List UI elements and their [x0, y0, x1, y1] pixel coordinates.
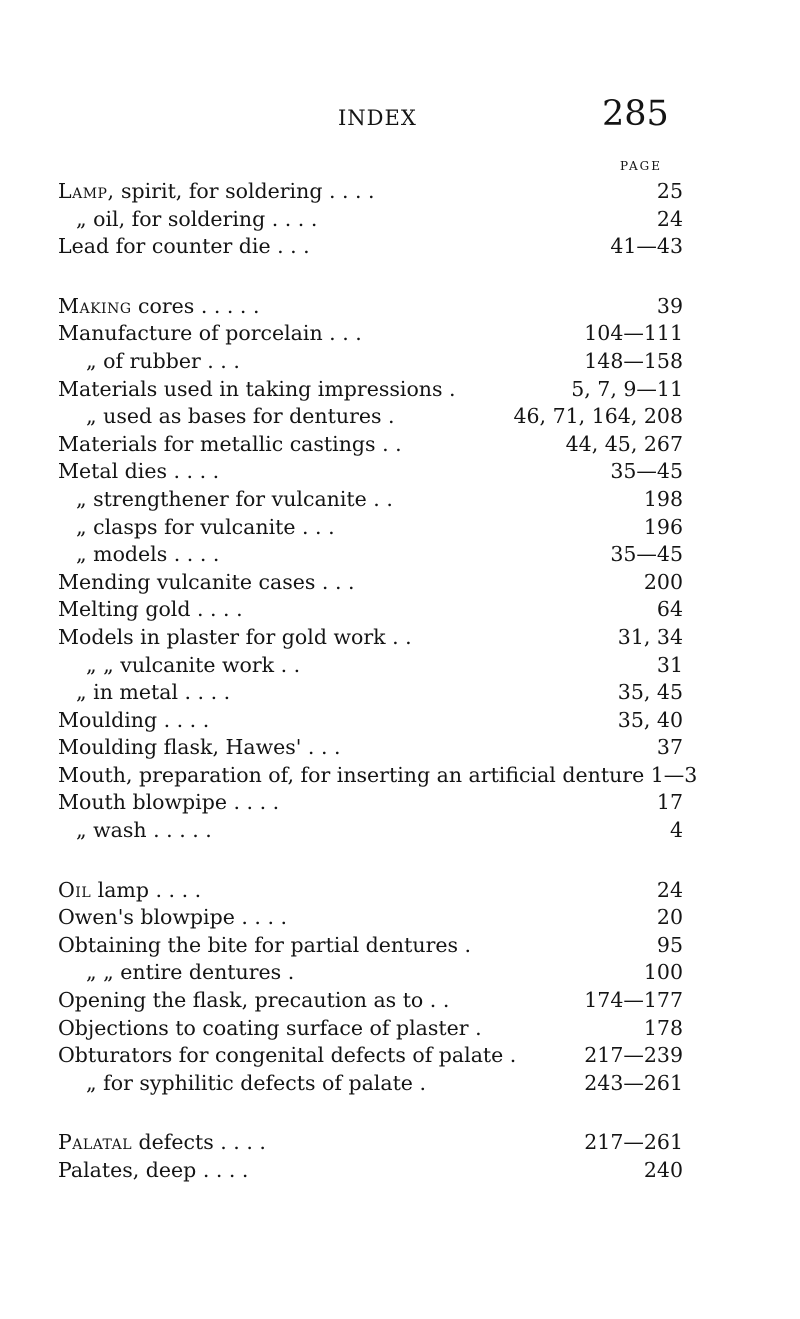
running-title: INDEX [338, 106, 417, 130]
page-reference: 25 [656, 179, 683, 203]
entry-text: Mouth blowpipe . . . . [58, 790, 280, 815]
page-reference: 37 [656, 735, 683, 760]
index-entry [58, 431, 698, 459]
page-reference: 39 [656, 293, 683, 318]
index-entry [58, 789, 698, 817]
page-reference: 200 [643, 569, 683, 594]
entry-text: Owen's blowpipe . . . . [58, 905, 287, 930]
index-entry [58, 569, 698, 597]
index-entry [58, 178, 698, 206]
index-entry [58, 1042, 698, 1070]
entry-text: „ of rubber . . . [86, 348, 240, 373]
entry-text: „ in metal . . . . [76, 680, 231, 705]
page-reference: 44, 45, 267 [565, 431, 683, 456]
index-entry [58, 541, 698, 569]
index-entry [58, 932, 698, 960]
index-entry [58, 403, 698, 431]
entry-text: Mending vulcanite cases . . . [58, 569, 355, 594]
entry-text: „ wash . . . . . [76, 818, 212, 843]
entry-text: Materials for metallic castings . . [58, 431, 402, 456]
entry-text: „ strengthener for vulcanite . . [76, 486, 393, 511]
entry-text: „ models . . . . [76, 542, 220, 567]
index-group [58, 178, 698, 261]
entry-text: „ for syphilitic defects of palate . [86, 1070, 426, 1095]
index-group [58, 293, 698, 845]
page-reference: 35, 45 [617, 680, 683, 705]
index-entry [58, 1157, 698, 1185]
index-entry [58, 1129, 698, 1157]
entry-text: Objections to coating surface of plaster . [58, 1015, 482, 1040]
index-group [58, 1129, 698, 1184]
entry-text: Palatal defects . . . . [58, 1130, 266, 1155]
index-entry [58, 348, 698, 376]
page-reference: 5, 7, 9—11 [571, 376, 683, 401]
entry-text: „ used as bases for dentures . [86, 404, 395, 429]
index-entry [58, 1015, 698, 1043]
index-entry [58, 679, 698, 707]
page-reference: 46, 71, 164, 208 [513, 404, 683, 429]
index-entry [58, 817, 698, 845]
index-entries [58, 178, 698, 1185]
entry-text: Opening the flask, precaution as to . . [58, 988, 450, 1013]
entry-text: Moulding . . . . [58, 707, 210, 732]
index-entry [58, 514, 698, 542]
page-reference: 100 [643, 960, 683, 985]
page-reference: 95 [656, 932, 683, 957]
page-reference: 24 [656, 206, 683, 231]
page-reference: 148—158 [584, 348, 683, 373]
page-reference: 243—261 [584, 1070, 683, 1095]
page-reference: 4 [669, 818, 683, 843]
page-reference: 20 [656, 905, 683, 930]
page-reference: 64 [656, 597, 683, 622]
page-reference: 198 [643, 486, 683, 511]
entry-text: Making cores . . . . . [58, 293, 260, 318]
entry-text: Obturators for congenital defects of palate . [58, 1043, 517, 1068]
entry-text: Models in plaster for gold work . . [58, 624, 412, 649]
entry-text: Obtaining the bite for partial dentures . [58, 932, 472, 957]
page-reference: 174—177 [584, 988, 683, 1013]
index-entry [58, 293, 698, 321]
page-reference: 35—45 [610, 542, 683, 567]
entry-text: Moulding flask, Hawes' . . . [58, 735, 341, 760]
entry-text: „ clasps for vulcanite . . . [76, 514, 335, 539]
page-reference: 17 [656, 790, 683, 815]
page-number: 285 [602, 94, 669, 134]
index-entry [58, 707, 698, 735]
index-entry [58, 376, 698, 404]
page-reference: 41—43 [610, 234, 683, 259]
entry-text: „ „ entire dentures . [86, 960, 295, 985]
page-reference: 240 [643, 1158, 683, 1182]
page-reference: 196 [643, 514, 683, 539]
index-entry [58, 987, 698, 1015]
entry-text: Materials used in taking impressions . [58, 376, 456, 401]
entry-text: Manufacture of porcelain . . . [58, 321, 362, 346]
index-entry [58, 734, 698, 762]
index-entry [58, 206, 698, 234]
index-group [58, 877, 698, 1098]
index-entry [58, 624, 698, 652]
page-reference: 24 [656, 877, 683, 902]
entry-text: Oil lamp . . . . [58, 877, 202, 902]
index-entry [58, 458, 698, 486]
entry-text: Lead for counter die . . . [58, 234, 310, 259]
index-entry [58, 1070, 698, 1098]
index-entry [58, 904, 698, 932]
page-reference: 35, 40 [617, 707, 683, 732]
index-entry [58, 877, 698, 905]
index-entry [58, 762, 698, 790]
entry-text: Mouth, preparation of, for inserting an artificial denture 1—3 [58, 762, 698, 787]
entry-text: „ oil, for soldering . . . . [76, 206, 318, 231]
entry-text: „ „ vulcanite work . . [86, 652, 301, 677]
page-reference: 217—239 [584, 1043, 683, 1068]
page-header [0, 94, 800, 138]
index-entry [58, 959, 698, 987]
index-entry [58, 486, 698, 514]
page-reference: 178 [643, 1015, 683, 1040]
page-reference: 104—111 [584, 321, 683, 346]
entry-text: Lamp, spirit, for soldering . . . . [58, 179, 375, 203]
entry-text: Palates, deep . . . . [58, 1158, 249, 1182]
page-reference: 217—261 [584, 1130, 683, 1155]
entry-text: Melting gold . . . . [58, 597, 243, 622]
index-entry [58, 652, 698, 680]
index-entry [58, 596, 698, 624]
page-column-label: PAGE [620, 159, 662, 173]
index-entry [58, 233, 698, 261]
entry-text: Metal dies . . . . [58, 459, 220, 484]
page-reference: 35—45 [610, 459, 683, 484]
page-reference: 31 [656, 652, 683, 677]
index-entry [58, 320, 698, 348]
page-reference: 31, 34 [617, 624, 683, 649]
